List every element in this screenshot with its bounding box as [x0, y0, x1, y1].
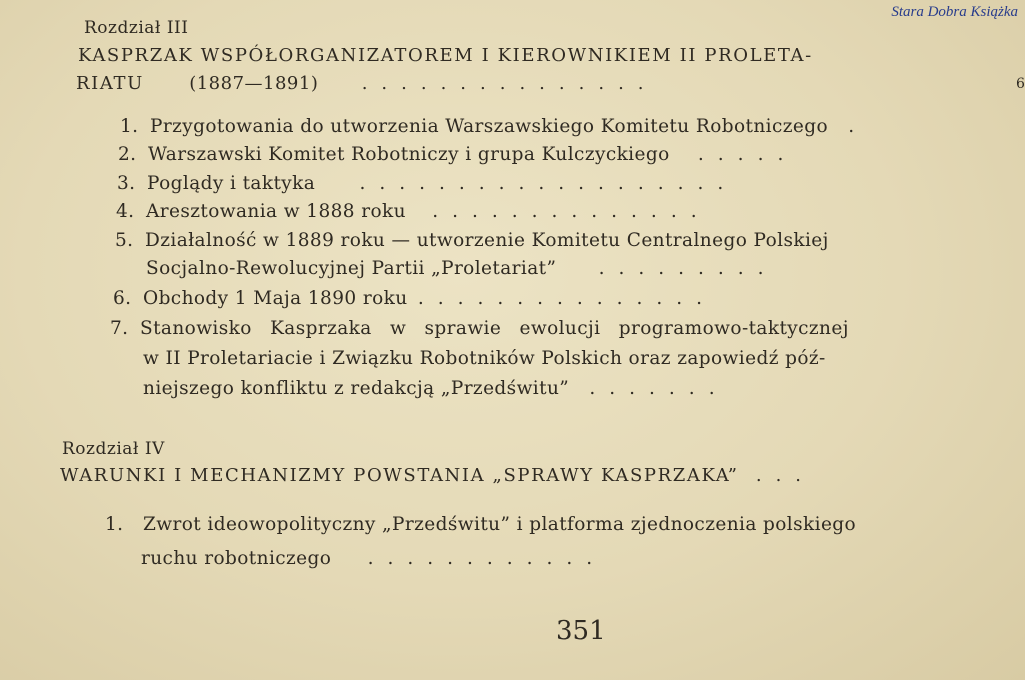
toc-item: 5. Działalność w 1889 roku — utworzenie Komitetu Centralnego Polskiej	[115, 230, 829, 251]
chapter3-years: (1887—1891)	[189, 73, 319, 94]
watermark: Stara Dobra Książka	[891, 4, 1018, 20]
toc-item: 4. Aresztowania w 1888 roku ..............	[116, 201, 711, 222]
chapter3-heading: Rozdział III	[84, 18, 189, 38]
page-edge-char: 6	[1016, 76, 1025, 92]
toc-item-continuation: Socjalno-Rewolucyjnej Partii „Proletariat” .........	[146, 258, 778, 279]
toc-item-continuation: niejszego konfliktu z redakcją „Przedświtu” .......	[143, 378, 729, 399]
toc-item: 2. Warszawski Komitet Robotniczy i grupa Kulczyckiego .....	[118, 144, 798, 165]
chapter3-title-line1: KASPRZAK WSPÓŁORGANIZATOREM I KIEROWNIKIEM II PROLETA-	[78, 45, 813, 66]
page-number: 351	[556, 616, 606, 646]
chapter3-title-line2	[76, 73, 658, 94]
toc-item: 6. Obchody 1 Maja 1890 roku ...............	[113, 288, 717, 309]
toc-item: 1. Zwrot ideowopolityczny „Przedświtu” i platforma zjednoczenia polskiego	[105, 514, 857, 535]
chapter4-title: WARUNKI I MECHANIZMY POWSTANIA „SPRAWY KASPRZAKA” ...	[60, 465, 816, 486]
toc-item: 7. Stanowisko Kasprzaka w sprawie ewolucji programowo-taktycznej	[110, 318, 849, 339]
toc-item: 1. Przygotowania do utworzenia Warszawskiego Komitetu Robotniczego .	[120, 116, 869, 137]
chapter3-title-riatu: RIATU	[76, 73, 144, 94]
chapter4-heading: Rozdział IV	[62, 439, 165, 459]
toc-item-continuation: w II Proletariacie i Związku Robotników Polskich oraz zapowiedź póź-	[143, 348, 826, 369]
chapter3-title-dots: ...............	[361, 73, 658, 94]
toc-item-continuation: ruchu robotniczego ............	[141, 548, 607, 569]
toc-item: 3. Poglądy i taktyka ...................	[117, 173, 738, 194]
